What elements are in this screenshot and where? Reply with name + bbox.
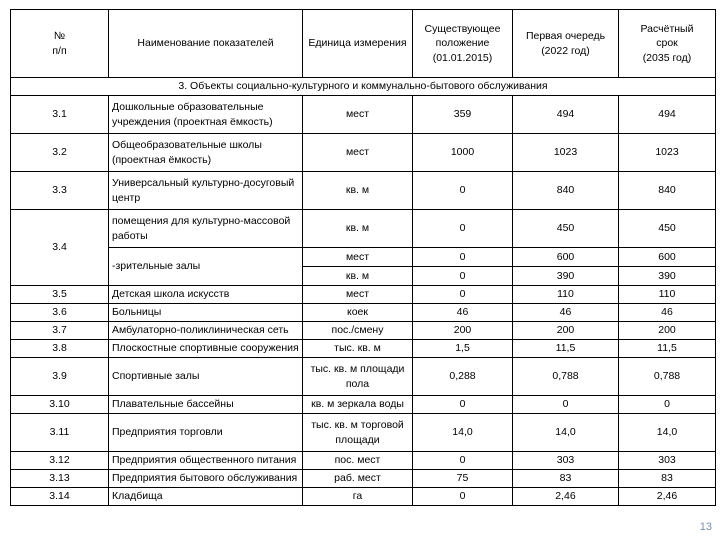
row-existing: 46 [413,304,513,322]
header-unit: Единица измерения [303,10,413,78]
row-calc-term: 303 [619,452,716,470]
row-existing: 1,5 [413,340,513,358]
row-num: 3.5 [11,286,109,304]
row-first-stage: 0,788 [513,358,619,396]
row-unit: кв. м зеркала воды [303,396,413,414]
row-num: 3.6 [11,304,109,322]
row-calc-term: 2,46 [619,488,716,506]
row-unit: мест [303,96,413,134]
row-calc-term: 0 [619,396,716,414]
row-unit: тыс. кв. м [303,340,413,358]
header-num: № п/п [11,10,109,78]
row-existing: 0 [413,488,513,506]
row-name: -зрительные залы [109,248,303,286]
row-first-stage: 303 [513,452,619,470]
row-calc-term: 494 [619,96,716,134]
row-name: Больницы [109,304,303,322]
row-unit: пос. мест [303,452,413,470]
row-existing: 0 [413,452,513,470]
row-num: 3.1 [11,96,109,134]
row-first-stage: 494 [513,96,619,134]
row-calc-term: 46 [619,304,716,322]
row-first-stage: 600 [513,248,619,267]
row-first-stage: 1023 [513,134,619,172]
row-unit: кв. м [303,210,413,248]
row-existing: 0 [413,210,513,248]
row-name: Предприятия общественного питания [109,452,303,470]
row-existing: 359 [413,96,513,134]
row-first-stage: 14,0 [513,414,619,452]
row-num: 3.11 [11,414,109,452]
row-existing: 75 [413,470,513,488]
row-name: Плоскостные спортивные сооружения [109,340,303,358]
row-unit: га [303,488,413,506]
row-num: 3.2 [11,134,109,172]
row-first-stage: 0 [513,396,619,414]
row-calc-term: 110 [619,286,716,304]
table-row [11,470,716,488]
row-existing: 200 [413,322,513,340]
table-row [11,414,716,452]
row-name: Детская школа искусств [109,286,303,304]
table-row [11,248,716,267]
row-calc-term: 0,788 [619,358,716,396]
table-row [11,172,716,210]
row-existing: 0,288 [413,358,513,396]
row-num: 3.13 [11,470,109,488]
header-name: Наименование показателей [109,10,303,78]
row-calc-term: 14,0 [619,414,716,452]
row-first-stage: 840 [513,172,619,210]
row-first-stage: 390 [513,267,619,286]
table-header-row [11,10,716,78]
table-row [11,304,716,322]
row-unit: тыс. кв. м торговой площади [303,414,413,452]
table-row [11,396,716,414]
row-first-stage: 110 [513,286,619,304]
row-num: 3.9 [11,358,109,396]
row-unit: тыс. кв. м площади пола [303,358,413,396]
row-calc-term: 200 [619,322,716,340]
header-existing: Существующее положение (01.01.2015) [413,10,513,78]
row-existing: 14,0 [413,414,513,452]
row-unit: мест [303,134,413,172]
header-calc-term: Расчётный срок (2035 год) [619,10,716,78]
row-first-stage: 83 [513,470,619,488]
row-existing: 0 [413,286,513,304]
table-row [11,452,716,470]
row-num: 3.8 [11,340,109,358]
table-row [11,286,716,304]
row-calc-term: 11,5 [619,340,716,358]
row-calc-term: 1023 [619,134,716,172]
row-name: Спортивные залы [109,358,303,396]
row-existing: 0 [413,396,513,414]
row-existing: 0 [413,248,513,267]
row-name: Предприятия бытового обслуживания [109,470,303,488]
row-calc-term: 840 [619,172,716,210]
row-unit: пос./смену [303,322,413,340]
row-unit: коек [303,304,413,322]
row-calc-term: 390 [619,267,716,286]
table-row [11,210,716,248]
row-existing: 0 [413,172,513,210]
page-number: 13 [699,521,712,533]
row-first-stage: 46 [513,304,619,322]
row-calc-term: 450 [619,210,716,248]
row-name: Универсальный культурно-досуговый центр [109,172,303,210]
table-row [11,134,716,172]
row-num: 3.4 [11,210,109,286]
row-first-stage: 2,46 [513,488,619,506]
row-num: 3.7 [11,322,109,340]
indicators-table [10,9,716,506]
row-existing: 1000 [413,134,513,172]
row-name: Плавательные бассейны [109,396,303,414]
row-name: Амбулаторно-поликлиническая сеть [109,322,303,340]
table-row [11,340,716,358]
row-name: помещения для культурно-массовой работы [109,210,303,248]
table-row [11,322,716,340]
row-num: 3.10 [11,396,109,414]
row-unit: кв. м [303,267,413,286]
row-unit: кв. м [303,172,413,210]
row-num: 3.3 [11,172,109,210]
row-unit: раб. мест [303,470,413,488]
row-name: Кладбища [109,488,303,506]
table-row [11,358,716,396]
row-first-stage: 450 [513,210,619,248]
section-title: 3. Объекты социально-культурного и коммунально-бытового обслуживания [11,78,716,96]
row-num: 3.14 [11,488,109,506]
row-name: Дошкольные образовательные учреждения (проектная ёмкость) [109,96,303,134]
row-num: 3.12 [11,452,109,470]
row-calc-term: 83 [619,470,716,488]
section-row [11,78,716,96]
row-first-stage: 200 [513,322,619,340]
row-name: Предприятия торговли [109,414,303,452]
row-calc-term: 600 [619,248,716,267]
row-unit: мест [303,286,413,304]
table-row [11,96,716,134]
header-first-stage: Первая очередь (2022 год) [513,10,619,78]
row-unit: мест [303,248,413,267]
table-row [11,488,716,506]
row-existing: 0 [413,267,513,286]
row-name: Общеобразовательные школы (проектная ёмкость) [109,134,303,172]
row-first-stage: 11,5 [513,340,619,358]
